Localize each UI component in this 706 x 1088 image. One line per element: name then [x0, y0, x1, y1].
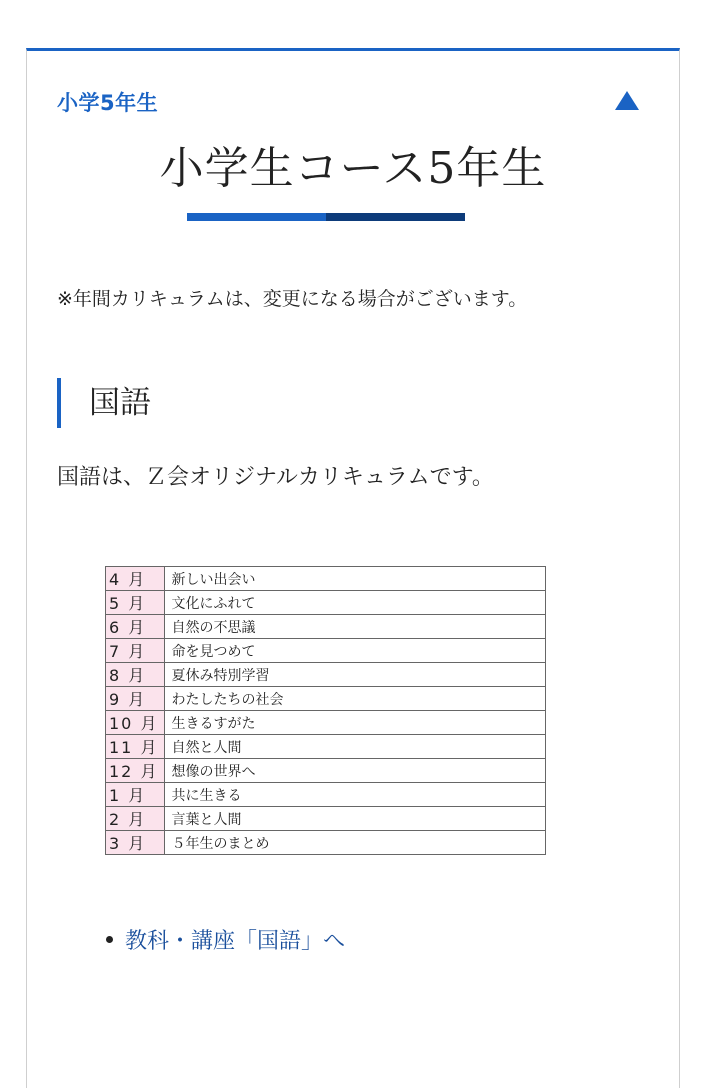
month-cell: 11 月 [106, 735, 165, 759]
topic-cell: 共に生きる [165, 783, 546, 807]
table-row [106, 831, 546, 855]
title-underline [187, 213, 465, 221]
table-row [106, 735, 546, 759]
table-row [106, 807, 546, 831]
topic-cell: 命を見つめて [165, 639, 546, 663]
topic-cell: 自然の不思議 [165, 615, 546, 639]
page-title: 小学生コース5年生 [159, 143, 547, 194]
topic-cell: 生きるすがた [165, 711, 546, 735]
subject-link-item [106, 924, 345, 955]
curriculum-table [105, 566, 546, 855]
subject-course-link[interactable]: 教科・講座「国語」へ [125, 929, 346, 954]
topic-cell: 新しい出会い [165, 567, 546, 591]
month-cell: 3 月 [106, 831, 165, 855]
topic-cell: 文化にふれて [165, 591, 546, 615]
table-row [106, 615, 546, 639]
topic-cell: ５年生のまとめ [165, 831, 546, 855]
month-cell: 8 月 [106, 663, 165, 687]
section-intro: 国語は、Ｚ会オリジナルカリキュラムです。 [57, 465, 494, 490]
month-cell: 4 月 [106, 567, 165, 591]
section-heading-japanese: 国語 [57, 378, 151, 428]
curriculum-notice: ※年間カリキュラムは、変更になる場合がございます。 [57, 288, 528, 310]
underline-segment-light [187, 213, 326, 221]
month-cell: 5 月 [106, 591, 165, 615]
table-row [106, 591, 546, 615]
topic-cell: 自然と人間 [165, 735, 546, 759]
table-row [106, 759, 546, 783]
table-row [106, 687, 546, 711]
topic-cell: 夏休み特別学習 [165, 663, 546, 687]
table-row [106, 567, 546, 591]
month-cell: 7 月 [106, 639, 165, 663]
underline-segment-dark [326, 213, 465, 221]
month-cell: 12 月 [106, 759, 165, 783]
month-cell: 6 月 [106, 615, 165, 639]
bullet-icon [106, 936, 113, 943]
month-cell: 9 月 [106, 687, 165, 711]
table-row [106, 783, 546, 807]
month-cell: 10 月 [106, 711, 165, 735]
month-cell: 1 月 [106, 783, 165, 807]
table-row [106, 639, 546, 663]
topic-cell: 想像の世界へ [165, 759, 546, 783]
table-row [106, 663, 546, 687]
topic-cell: 言葉と人間 [165, 807, 546, 831]
accordion-title[interactable]: 小学5年生 [57, 91, 159, 115]
topic-cell: わたしたちの社会 [165, 687, 546, 711]
month-cell: 2 月 [106, 807, 165, 831]
collapse-arrow-icon[interactable] [615, 91, 639, 110]
table-row [106, 711, 546, 735]
